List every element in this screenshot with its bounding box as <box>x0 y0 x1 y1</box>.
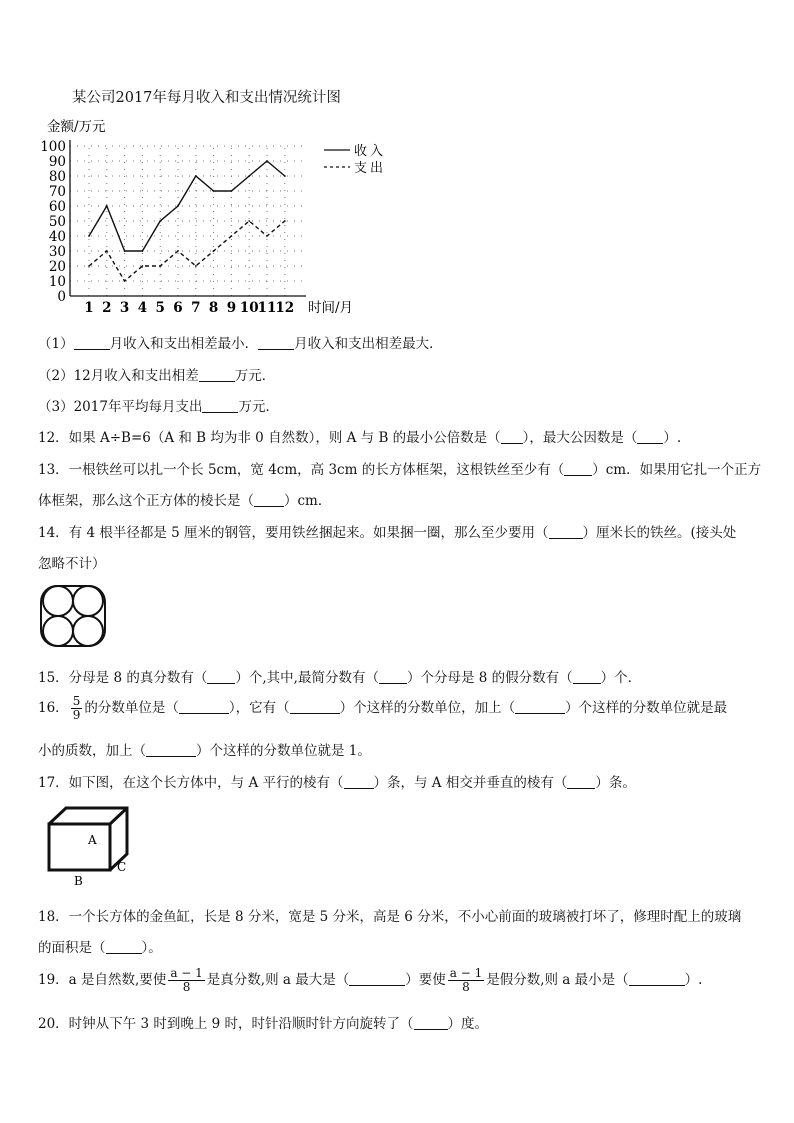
data-point <box>213 190 215 192</box>
answer-blank[interactable] <box>290 699 340 714</box>
answer-blank[interactable] <box>637 429 663 444</box>
data-point <box>177 250 179 252</box>
answer-blank[interactable] <box>179 699 229 714</box>
chart-title: 某公司2017年每月收入和支出情况统计图 <box>72 90 341 106</box>
data-point <box>124 280 126 282</box>
answer-blank[interactable] <box>501 429 523 444</box>
label-a: A <box>88 833 97 847</box>
data-point <box>106 205 108 207</box>
x-tick-label: 12 <box>275 300 295 316</box>
q16-text2: ），它有（ <box>228 700 290 716</box>
question-18 <box>38 905 741 925</box>
fraction-numerator: a − 1 <box>449 966 483 980</box>
question-14 <box>38 521 736 541</box>
x-tick-label: 2 <box>102 300 112 316</box>
question-16 <box>38 692 727 724</box>
q16-text3: ）个这样的分数单位，加上（ <box>339 700 516 716</box>
y-tick-label: 0 <box>57 289 66 305</box>
q2-text: （2）12月收入和支出相差 <box>38 368 199 384</box>
question-16-cont <box>38 739 371 759</box>
q18-text2: 的面积是（ <box>38 940 106 956</box>
x-tick-label: 7 <box>191 300 201 316</box>
fraction-5-9 <box>71 695 83 722</box>
fraction-denominator: 9 <box>72 708 81 722</box>
chart-grid <box>70 146 302 296</box>
pipes-figure <box>38 584 108 648</box>
data-point <box>195 175 197 177</box>
y-tick-label: 60 <box>48 199 66 215</box>
data-point <box>159 220 161 222</box>
data-point <box>284 175 286 177</box>
q2-tail: 万元． <box>234 368 276 384</box>
y-axis-label: 金额/万元 <box>47 119 106 135</box>
x-tick-label: 3 <box>119 300 130 316</box>
q13-text3: 体框架，那么这个正方体的棱长是（ <box>38 493 254 509</box>
answer-blank[interactable] <box>344 774 374 789</box>
label-c: C <box>117 860 127 874</box>
question-13 <box>38 458 761 478</box>
answer-blank[interactable] <box>564 461 592 476</box>
q15-text3: ）个分母是 8 的假分数有（ <box>406 670 573 686</box>
pipe-circle <box>43 616 73 646</box>
answer-blank[interactable] <box>258 335 294 350</box>
fraction-denominator: 8 <box>182 980 191 994</box>
pipe-circle <box>43 586 73 616</box>
data-point <box>106 250 108 252</box>
legend-label: 支出 <box>354 161 387 176</box>
data-point <box>231 190 233 192</box>
answer-blank[interactable] <box>74 335 110 350</box>
x-tick-label: 4 <box>137 300 148 316</box>
q17-tail: ）条。 <box>595 775 636 791</box>
q20-tail: ）度。 <box>447 1016 489 1032</box>
y-tick-label: 90 <box>48 154 66 170</box>
x-axis-label: 时间/月 <box>308 300 354 316</box>
series-line-支出 <box>89 221 285 281</box>
question-18-cont <box>38 936 162 956</box>
q1-text: 月收入和支出相差最小． <box>109 336 259 352</box>
y-tick-label: 20 <box>48 259 66 275</box>
q1-text2: 月收入和支出相差最大． <box>294 336 443 352</box>
q16-text: 的分数单位是（ <box>84 700 179 716</box>
q16-text4: ）个这样的分数单位就是最 <box>565 700 728 716</box>
q1-prefix: （1） <box>38 336 74 352</box>
q12-text: 12．如果 A÷B=6（A 和 B 均为非 0 自然数），则 A 与 B 的最小公倍数是（ <box>38 430 501 446</box>
q15-tail: ）个． <box>600 670 642 686</box>
q12-tail: ）. <box>663 430 682 446</box>
pipe-circle <box>73 586 103 616</box>
data-point <box>213 250 215 252</box>
legend-label: 收入 <box>354 144 387 159</box>
x-tick-label: 11 <box>257 300 277 316</box>
fraction-numerator: a − 1 <box>170 966 203 980</box>
chart-series <box>88 160 286 282</box>
question-2 <box>38 364 275 384</box>
q16-tail: ）个这样的分数单位就是 1。 <box>196 743 371 759</box>
data-point <box>124 250 126 252</box>
data-point <box>159 265 161 267</box>
x-tick-label: 8 <box>208 300 219 316</box>
q18-tail: ）。 <box>141 940 162 956</box>
y-tick-label: 10 <box>48 274 66 290</box>
answer-blank[interactable] <box>207 669 235 684</box>
q17-text2: ）条，与 A 相交并垂直的棱有（ <box>373 775 568 791</box>
q18-text: 18．一个长方体的金鱼缸，长是 8 分米，宽是 5 分米，高是 6 分米，不小心前面的玻璃被打坏了，修理时配上的玻璃 <box>38 909 742 925</box>
question-1 <box>38 332 443 352</box>
data-point <box>266 160 268 162</box>
y-tick-label: 100 <box>40 139 66 155</box>
y-tick-label: 80 <box>48 169 66 185</box>
question-13-cont <box>38 489 331 509</box>
q13-text: 13．一根铁丝可以扎一个长 5cm，宽 4cm，高 3cm 的长方体框架，这根铁丝至少有（ <box>38 462 565 478</box>
data-point <box>248 175 250 177</box>
series-line-收入 <box>89 161 285 251</box>
question-12 <box>38 426 681 446</box>
data-point <box>266 235 268 237</box>
data-point <box>248 220 250 222</box>
q14-text: 14．有 4 根半径都是 5 厘米的钢管，要用铁丝捆起来。如果捆一圈，那么至少要用（ <box>38 525 549 541</box>
data-point <box>195 265 197 267</box>
answer-blank[interactable] <box>254 492 284 507</box>
wire-loop <box>41 586 105 646</box>
answer-blank[interactable] <box>202 398 238 413</box>
cuboid-front-face <box>49 824 110 870</box>
q19-text: 19．a 是自然数,要使 <box>38 972 167 988</box>
q16-text5: 小的质数，加上（ <box>38 743 146 759</box>
chart-legend <box>324 143 386 176</box>
answer-blank[interactable] <box>567 774 595 789</box>
data-point <box>231 235 233 237</box>
y-tick-label: 50 <box>48 214 66 230</box>
question-3 <box>38 395 279 415</box>
data-point <box>142 250 144 252</box>
q20-text: 20．时钟从下午 3 时到晚上 9 时，时针沿顺时针方向旋转了（ <box>38 1016 414 1032</box>
data-point <box>88 235 90 237</box>
q15-text2: ）个,其中,最简分数有（ <box>235 670 379 686</box>
q17-text: 17．如下图，在这个长方体中，与 A 平行的棱有（ <box>38 775 344 791</box>
x-tick-label: 10 <box>239 300 259 316</box>
x-tick-label: 5 <box>155 300 165 316</box>
answer-blank[interactable] <box>549 524 583 539</box>
data-point <box>284 220 286 222</box>
answer-blank[interactable] <box>146 742 196 757</box>
y-tick-label: 40 <box>48 229 66 245</box>
q14-tail: 忽略不计） <box>38 556 106 572</box>
answer-blank[interactable] <box>349 971 405 986</box>
pipe-circle <box>73 616 103 646</box>
q13-text2: ）cm．如果用它扎一个正方 <box>592 462 762 478</box>
data-point <box>177 205 179 207</box>
y-tick-label: 70 <box>48 184 66 200</box>
q19-text2: 是真分数,则 a 最大是（ <box>206 972 350 988</box>
line-chart <box>0 0 794 330</box>
answer-blank[interactable] <box>573 669 601 684</box>
fraction-denominator: 8 <box>462 980 470 994</box>
x-tick-label: 6 <box>173 300 183 316</box>
question-14-cont <box>38 552 106 572</box>
question-19 <box>38 962 702 998</box>
q13-tail: ）cm． <box>284 493 332 509</box>
q16-number: 16． <box>38 700 69 716</box>
data-point <box>142 265 144 267</box>
cuboid-figure <box>40 802 140 892</box>
question-15 <box>38 666 641 686</box>
chart-labels <box>40 118 353 316</box>
q19-text3: ）要使 <box>405 972 446 988</box>
q3-text: （3）2017年平均每月支出 <box>38 399 203 415</box>
x-tick-label: 1 <box>84 300 94 316</box>
fraction-a-minus-1-over-8 <box>168 967 204 994</box>
q19-text4: 是假分数,则 a 最小是（ <box>486 972 629 988</box>
question-20 <box>38 1012 488 1032</box>
x-tick-label: 9 <box>226 300 237 316</box>
cuboid-edge <box>110 808 127 824</box>
q14-text2: ）厘米长的铁丝。(接头处 <box>582 525 737 541</box>
answer-blank[interactable] <box>379 669 407 684</box>
label-b: B <box>74 874 83 888</box>
q15-text: 15．分母是 8 的真分数有（ <box>38 670 208 686</box>
q12-text2: ），最大公因数是（ <box>522 430 638 446</box>
q3-tail: 万元． <box>238 399 279 415</box>
y-tick-label: 30 <box>48 244 66 260</box>
answer-blank[interactable] <box>515 699 565 714</box>
answer-blank[interactable] <box>199 367 235 382</box>
fraction-a-minus-1-over-8 <box>448 967 484 994</box>
answer-blank[interactable] <box>106 939 142 954</box>
answer-blank[interactable] <box>629 971 685 986</box>
answer-blank[interactable] <box>414 1015 448 1030</box>
q19-tail: ）. <box>684 972 703 988</box>
data-point <box>88 265 90 267</box>
fraction-numerator: 5 <box>72 694 81 708</box>
question-17 <box>38 771 636 791</box>
